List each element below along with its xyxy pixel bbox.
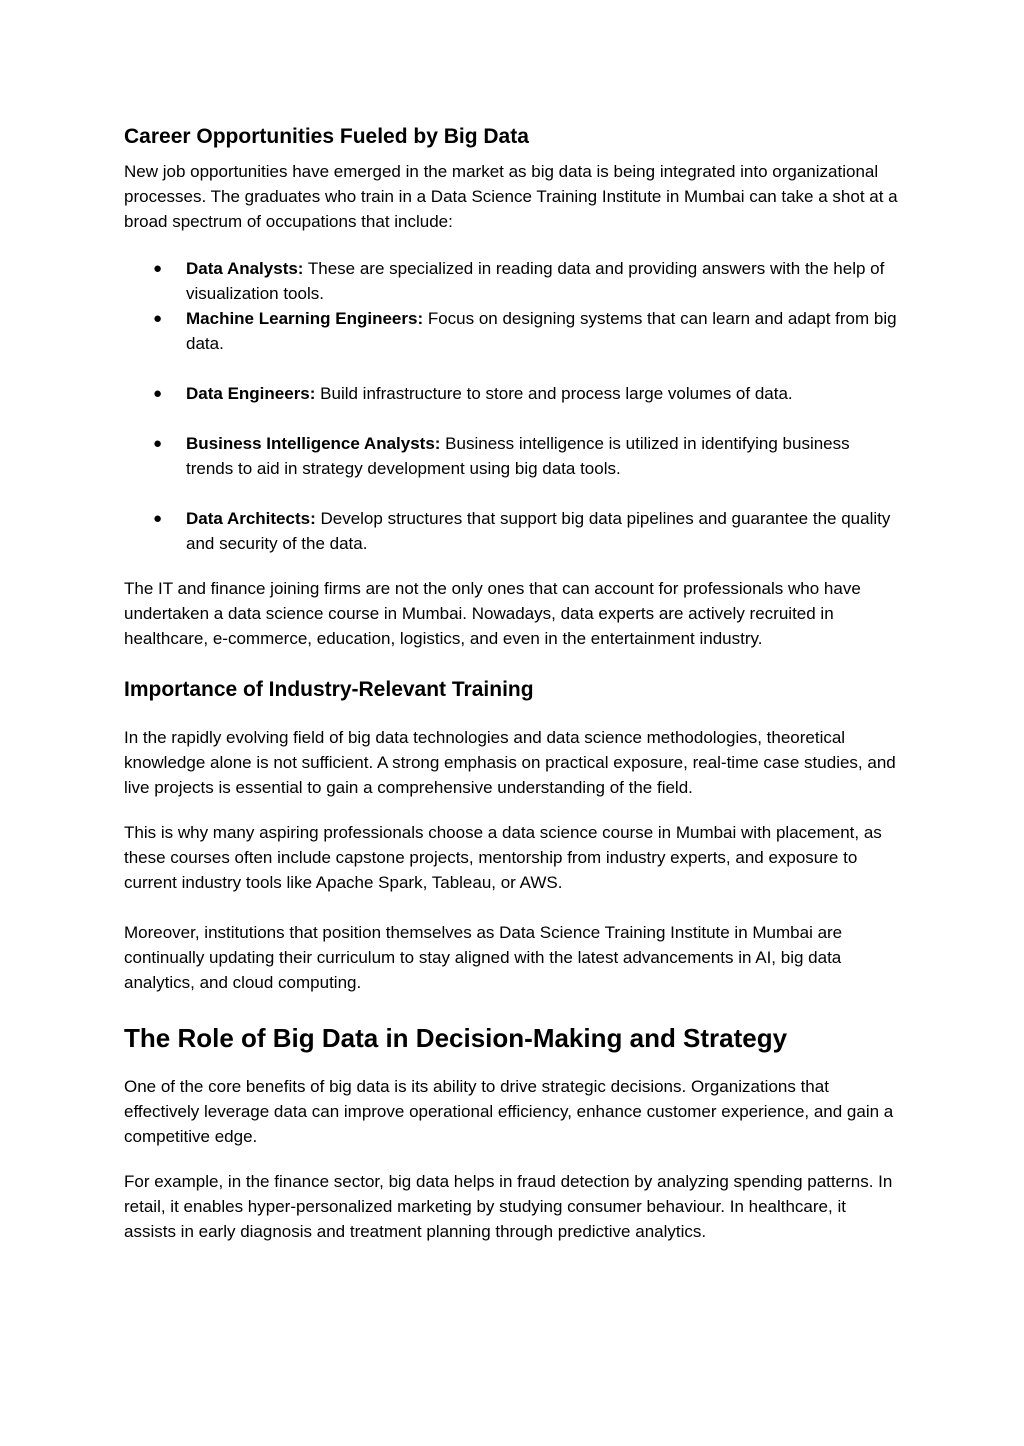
section-heading-training: Importance of Industry-Relevant Training bbox=[124, 678, 534, 701]
bullet-icon: ● bbox=[153, 510, 163, 527]
role-term: Machine Learning Engineers: bbox=[186, 309, 424, 328]
role-description: These are specialized in reading data and providing answers with the help of visualization tools. bbox=[186, 259, 885, 303]
career-intro-paragraph: New job opportunities have emerged in the market as big data is being integrated into organizational processes. The graduates who train in a Data Science Training Institute in Mumbai can take a shot at a broad spectrum of occupations that include: bbox=[124, 162, 898, 231]
decision-paragraph-1: One of the core benefits of big data is its ability to drive strategic decisions. Organizations that effectively leverage data can improve operational efficiency, enhance customer experience, and gain a competitive edge. bbox=[124, 1077, 894, 1146]
career-roles-list bbox=[124, 256, 900, 556]
role-term: Data Analysts: bbox=[186, 259, 304, 278]
bullet-icon: ● bbox=[153, 435, 163, 452]
role-term: Business Intelligence Analysts: bbox=[186, 434, 441, 453]
role-term: Data Engineers: bbox=[186, 384, 316, 403]
role-description: Develop structures that support big data pipelines and guarantee the quality and security of the data. bbox=[186, 509, 891, 553]
role-description: Business intelligence is utilized in identifying business trends to aid in strategy development using big data tools. bbox=[186, 434, 850, 478]
role-description: Build infrastructure to store and process large volumes of data. bbox=[315, 384, 793, 403]
list-item bbox=[124, 506, 900, 556]
list-item bbox=[124, 431, 900, 481]
role-term: Data Architects: bbox=[186, 509, 316, 528]
bullet-icon: ● bbox=[153, 310, 163, 327]
list-item bbox=[124, 256, 900, 306]
training-paragraph-3: Moreover, institutions that position themselves as Data Science Training Institute in Mumbai are continually updating their curriculum to stay aligned with the latest advancements in AI, big data analytics, and cloud computing. bbox=[124, 923, 843, 992]
section-heading-decision-making: The Role of Big Data in Decision-Making and Strategy bbox=[124, 1023, 788, 1053]
training-paragraph-1: In the rapidly evolving field of big data technologies and data science methodologies, theoretical knowledge alone is not sufficient. A strong emphasis on practical exposure, real-time case studies, and live projects is essential to gain a comprehensive understanding of the field. bbox=[124, 728, 896, 797]
role-description: Focus on designing systems that can learn and adapt from big data. bbox=[186, 309, 897, 353]
training-paragraph-2: This is why many aspiring professionals choose a data science course in Mumbai with placement, as these courses often include capstone projects, mentorship from industry experts, and exposure to current industry tools like Apache Spark, Tableau, or AWS. bbox=[124, 823, 882, 892]
document-page bbox=[124, 124, 900, 1244]
bullet-icon: ● bbox=[153, 260, 163, 277]
section-heading-career: Career Opportunities Fueled by Big Data bbox=[124, 125, 529, 148]
list-item bbox=[124, 381, 900, 406]
career-closing-paragraph: The IT and finance joining firms are not the only ones that can account for professionals who have undertaken a data science course in Mumbai. Nowadays, data experts are actively recruited in healthcare, e-commerce, education, logistics, and even in the entertainment industry. bbox=[124, 579, 861, 648]
bullet-icon: ● bbox=[153, 385, 163, 402]
decision-paragraph-2: For example, in the finance sector, big data helps in fraud detection by analyzing spending patterns. In retail, it enables hyper-personalized marketing by studying consumer behaviour. In healthcare, it assists in early diagnosis and treatment planning through predictive analytics. bbox=[124, 1172, 893, 1241]
list-item bbox=[124, 306, 900, 356]
